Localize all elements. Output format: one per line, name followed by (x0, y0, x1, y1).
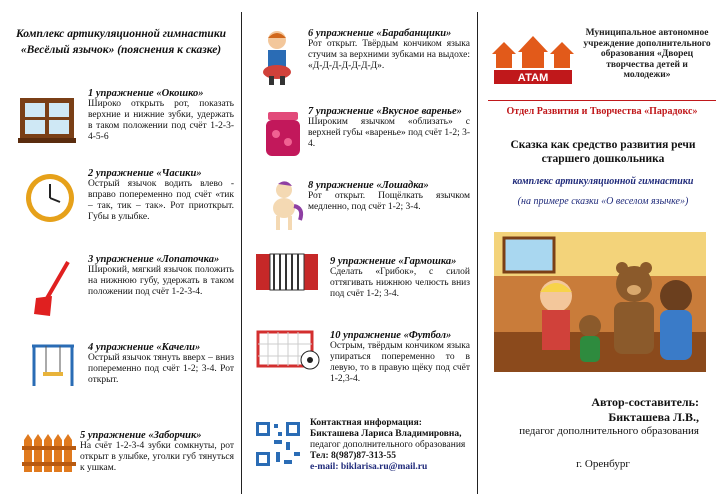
swing-icon (30, 342, 76, 388)
exercise-8-title: 8 упражнение «Лошадка» (308, 180, 429, 191)
column-divider-2 (477, 12, 478, 494)
exercise-7-title: 7 упражнение «Вкусное варенье» (308, 106, 462, 117)
exercise-3 (88, 254, 234, 298)
window-icon (18, 96, 76, 144)
exercise-6 (308, 28, 470, 72)
exercise-8-text: Рот открыт. Пощёлкать язычком медленно, под счёт 1-2; 3-4. (308, 191, 470, 212)
fairy-tale-illustration (494, 232, 706, 372)
author-block (591, 395, 699, 410)
exercise-2-text: Острый язычок водить влево - вправо попеременно под счёт «тик – так, тик – так». Рот приоткрыт. Губы в улыбке. (88, 179, 234, 222)
accordion-icon (254, 250, 320, 294)
exercise-8 (308, 180, 470, 213)
exercise-9 (330, 256, 470, 300)
exercise-7-text: Широким язычком «облизать» с верхней губы «варенье» под счёт 1-2; 3-4. (308, 117, 470, 149)
exercise-10-text: Острым, твёрдым кончиком языка упираться попеременно то в левую, то в правую щёку под счёт 1-2,3-4. (330, 341, 470, 384)
right-column (480, 0, 719, 504)
exercise-4-text: Острый язычок тянуть вверх – вниз попеременно под счёт 1-2; 3-4. Рот открыт. (88, 353, 234, 385)
author-name: Бикташева Л.В., (608, 410, 699, 424)
exercise-6-text: Рот открыт. Твёрдым кончиком языка стучим за верхними зубками на выдохе: «Д-Д-Д-Д-Д-Д-Д». (308, 39, 470, 71)
header-divider (488, 100, 716, 101)
exercise-2-title: 2 упражнение «Часики» (88, 168, 202, 179)
exercise-3-title: 3 упражнение «Лопаточка» (88, 254, 220, 265)
exercise-5-text: На счёт 1-2-3-4 зубки сомкнуты, рот открыт в улыбке, уголки губ тянуться к ушкам. (80, 441, 234, 473)
contact-heading: Контактная информация: (310, 418, 422, 428)
brochure-title: Комплекс артикуляционной гимнастики «Весёлый язычок» (пояснения к сказке) (15, 28, 227, 56)
brochure-subtitle: Сказка как средство развития речи старшего дошкольника (510, 139, 696, 165)
example-label: (на примере сказки «О веселом язычке») (517, 196, 689, 207)
exercise-7 (308, 106, 470, 150)
exercise-5 (80, 430, 234, 474)
fence-icon (22, 428, 78, 474)
qr-code-icon (254, 420, 302, 468)
drummer-boy-icon (256, 28, 298, 86)
city: г. Оренбург (576, 458, 630, 470)
middle-column (246, 0, 474, 504)
contact-tel: Тел: 8(987)87-313-55 (310, 451, 396, 461)
exercise-2 (88, 168, 234, 223)
column-divider-1 (241, 12, 242, 494)
exercise-4 (88, 342, 234, 386)
exercise-9-title: 9 упражнение «Гармошка» (330, 256, 457, 267)
palace-logo-icon (488, 30, 578, 86)
horse-icon (262, 178, 306, 232)
contact-name: Бикташева Лариса Владимировна, (310, 429, 462, 439)
author-role: педагог дополнительного образования (519, 425, 699, 437)
exercise-9-text: Сделать «Грибок», с силой оттягивать нижнюю челюсть вниз под счёт 1-2; 3-4. (330, 267, 470, 299)
jam-jar-icon (262, 108, 304, 158)
exercise-5-title: 5 упражнение «Заборчик» (80, 430, 202, 441)
complex-label: комплекс артикуляционной гимнастики (512, 176, 694, 187)
author-label: Автор-составитель: (591, 395, 699, 409)
contact-block (310, 418, 470, 473)
organization-name: Муниципальное автономное учреждение дополнительного образования «Дворец творчества детей и молодежи» (583, 28, 711, 80)
shovel-icon (30, 258, 74, 320)
left-column (0, 0, 238, 504)
exercise-4-title: 4 упражнение «Качели» (88, 342, 201, 353)
logo-text: АТАМ (517, 72, 549, 84)
exercise-10-title: 10 упражнение «Футбол» (330, 330, 452, 341)
department-name: Отдел Развития и Творчества «Парадокс» (506, 106, 698, 117)
contact-role: педагог дополнительного образования (310, 440, 466, 450)
contact-email[interactable]: e-mail: biklarisa.ru@mail.ru (310, 462, 428, 472)
exercise-1-title: 1 упражнение «Окошко» (88, 88, 204, 99)
exercise-1-text: Широко открыть рот, показать верхние и нижние зубки, удержать в таком положении под счёт 1-2-3-4-5-6 (88, 99, 234, 142)
exercise-3-text: Широкий, мягкий язычок положить на нижнюю губу, удержать в таком положении под счёт 1-2-3-4. (88, 265, 234, 297)
exercise-1 (88, 88, 234, 143)
exercise-10 (254, 330, 470, 385)
exercise-6-title: 6 упражнение «Барабанщики» (308, 28, 452, 39)
clock-icon (24, 172, 76, 224)
